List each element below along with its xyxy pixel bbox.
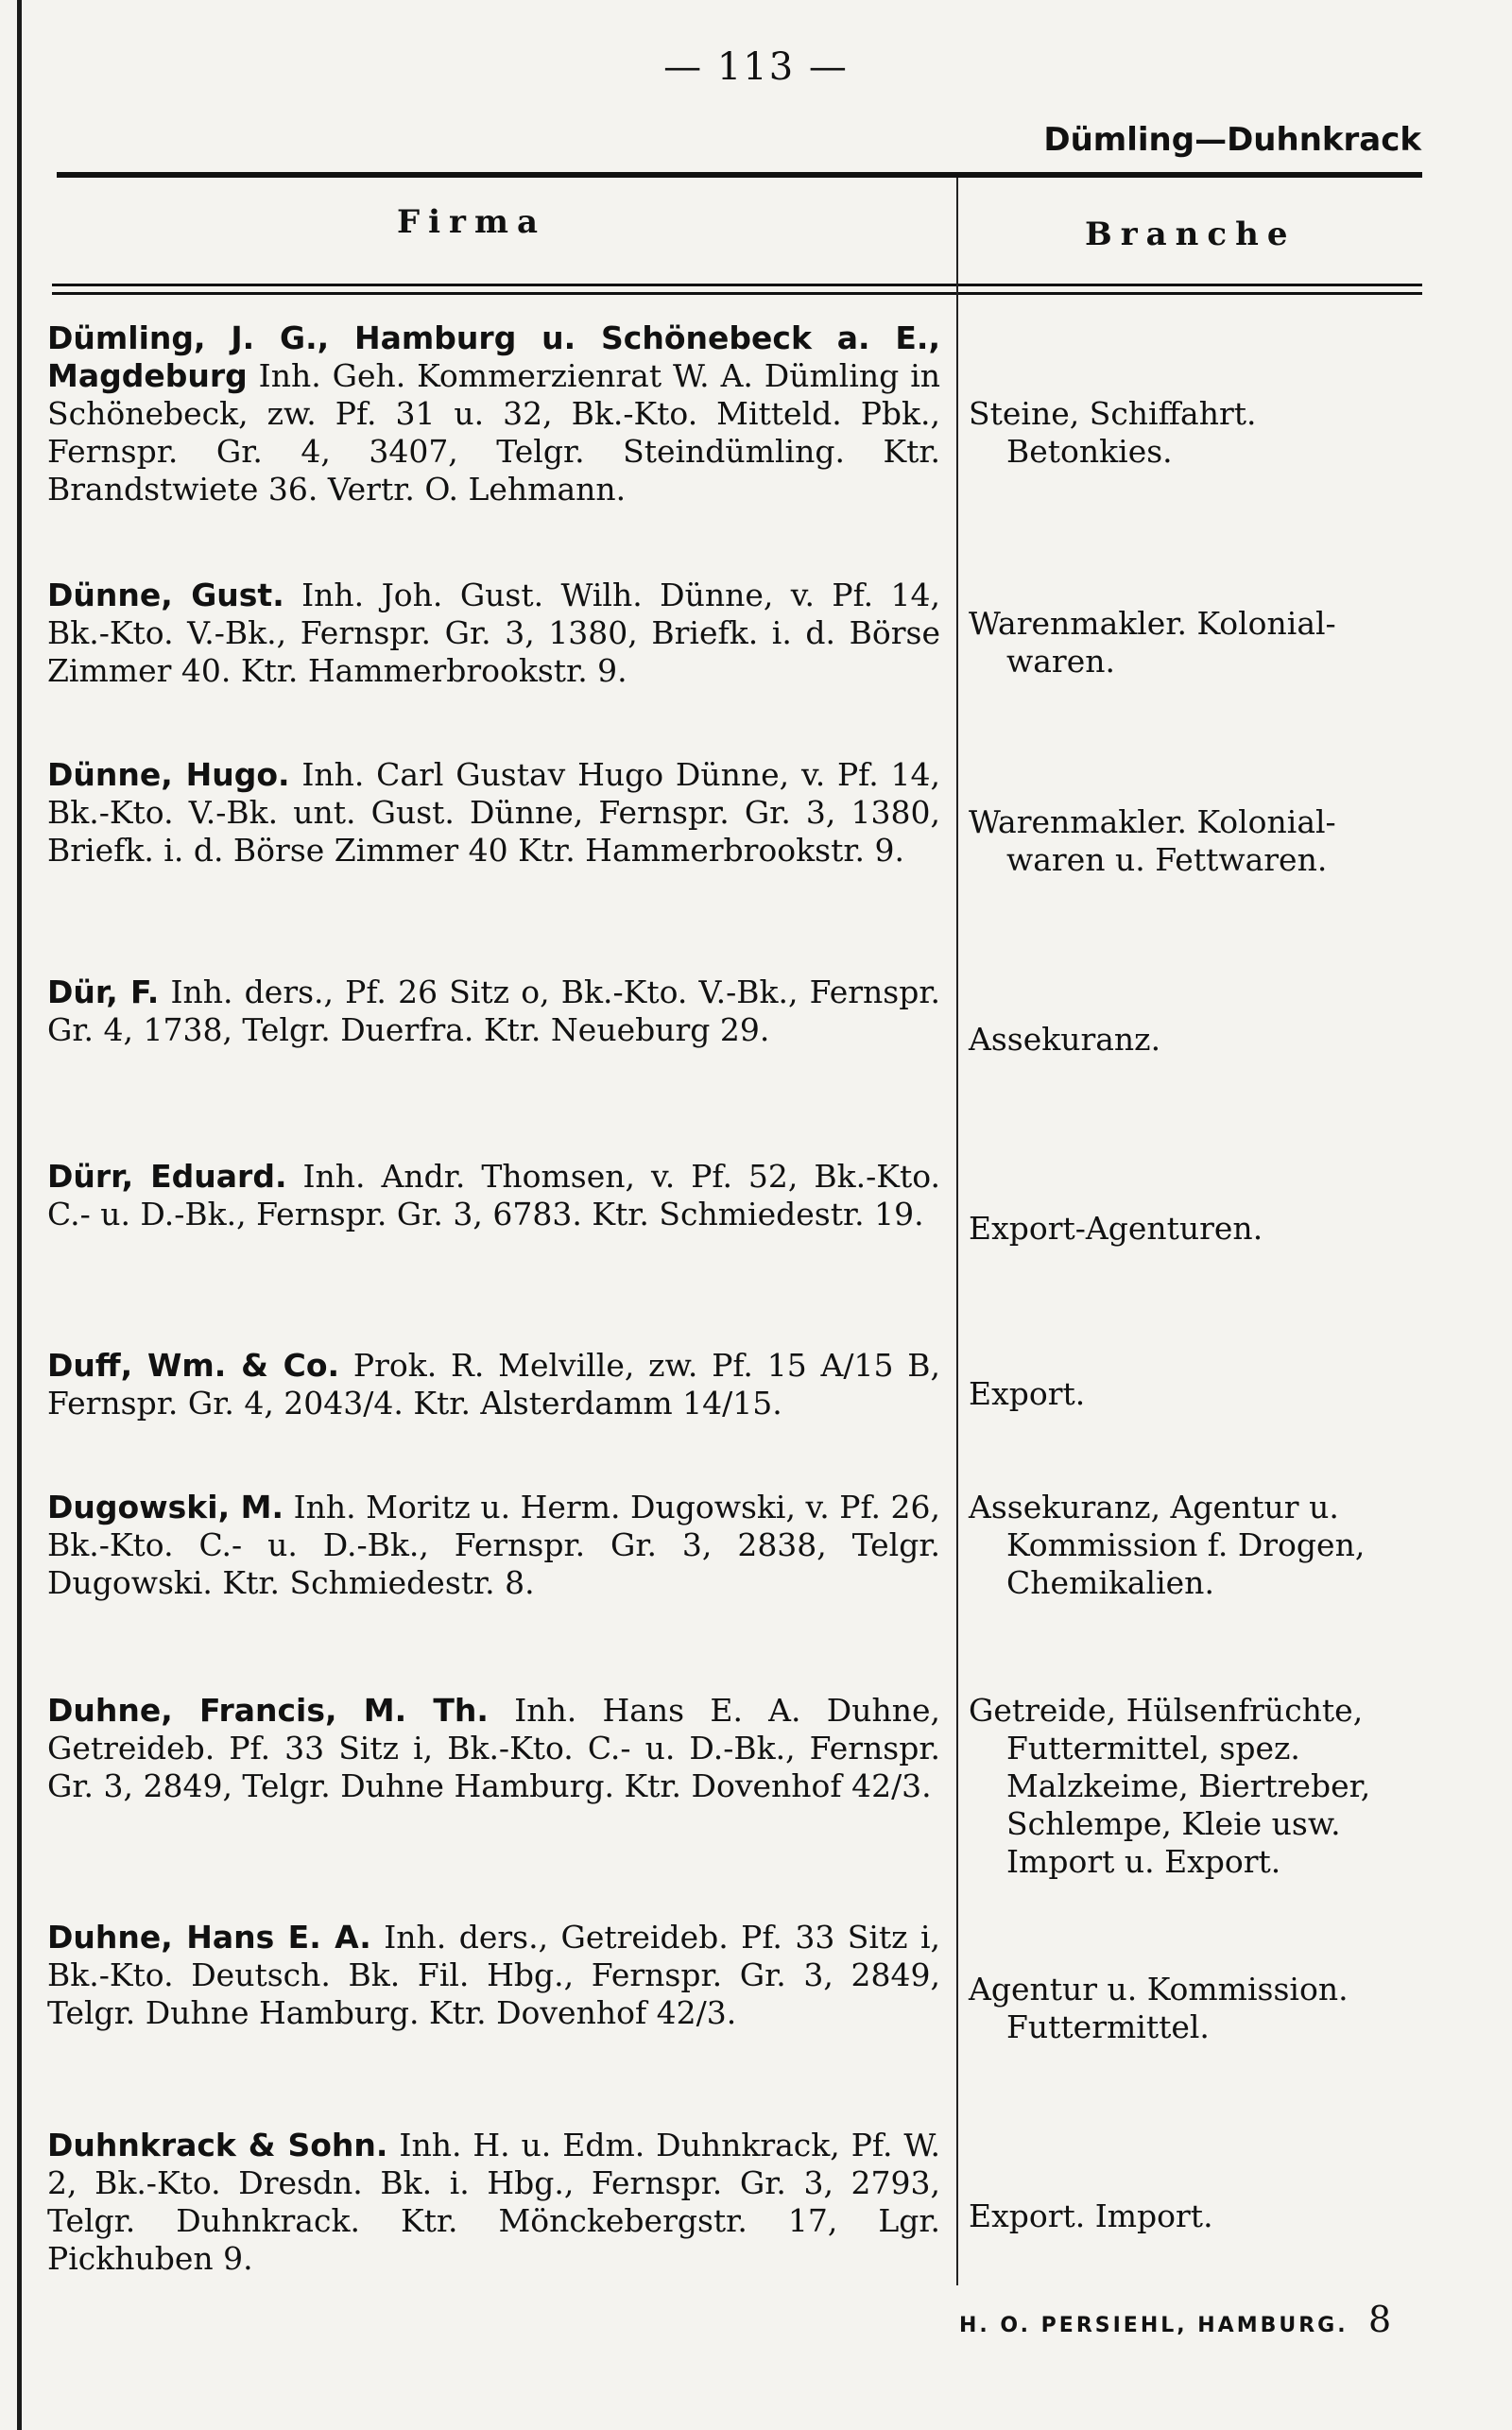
branche-cell [969, 1021, 1427, 1059]
branche-cell [969, 1692, 1427, 1881]
branche-continuation: Futtermittel, spez. Malzkeime, Biertreber, Schlempe, Kleie usw. Import u. Export. [1006, 1730, 1371, 1880]
column-divider [956, 178, 958, 2285]
firm-details: Inh. ders., Pf. 26 Sitz o, Bk.-Kto. V.-Bk., Fernspr. Gr. 4, 1738, Telgr. Duerfra. Ktr. Neueburg 29. [47, 974, 940, 1048]
firm-name: Duff, Wm. & Co. [47, 1347, 340, 1384]
firm-details: Inh. Hans E. A. Duhne, Getreideb. Pf. 33 Sitz i, Bk.-Kto. C.- u. D.-Bk., Fernspr. Gr. 3, 2849, Telgr. Duhne Hamburg. Ktr. Dovenhof 42/3. [47, 1692, 940, 1804]
page-number: — 113 — [663, 45, 849, 89]
firma-cell [47, 1347, 940, 1422]
firm-details: Inh. H. u. Edm. Duhnkrack, Pf. W. 2, Bk.-Kto. Dresdn. Bk. i. Hbg., Fernspr. Gr. 3, 2793, Telgr. Duhnkrack. Ktr. Mönckebergstr. 17, Lgr. Pickhuben 9. [47, 2127, 941, 2277]
branche-first-line: Assekuranz, Agentur u. [969, 1489, 1339, 1525]
branche-first-line: Warenmakler. Kolonial- [969, 803, 1336, 840]
column-header-branche: Branche [1085, 215, 1297, 253]
firm-name: Dünne, Gust. [47, 577, 284, 613]
branche-first-line: Export. [969, 1375, 1086, 1412]
branche-cell [969, 1489, 1427, 1602]
branche-cell [969, 1210, 1427, 1248]
branche-cell [969, 605, 1427, 681]
firma-cell [47, 1692, 940, 1805]
branche-cell [969, 395, 1427, 471]
running-head: Dümling—Duhnkrack [1043, 121, 1421, 159]
firm-details: Inh. Joh. Gust. Wilh. Dünne, v. Pf. 14, Bk.-Kto. V.-Bk., Fernspr. Gr. 3, 1380, Briefk. i. d. Börse Zimmer 40. Ktr. Hammerbrookstr. 9. [47, 577, 940, 689]
branche-first-line: Assekuranz. [969, 1021, 1161, 1058]
firm-name: Dürr, Eduard. [47, 1158, 287, 1195]
branche-continuation: waren u. Fettwaren. [1006, 841, 1328, 878]
branche-cell [969, 1971, 1427, 2046]
printer-imprint: H. O. PERSIEHL, HAMBURG. [959, 2314, 1349, 2337]
header-rule [57, 172, 1422, 178]
firm-name: Dümling, J. G., Hamburg u. Schönebeck a. E., Magdeburg [47, 319, 940, 394]
branche-cell [969, 2197, 1427, 2235]
branche-continuation: Futtermittel. [1006, 2008, 1210, 2045]
signature-mark: 8 [1368, 2299, 1392, 2340]
branche-cell [969, 1375, 1427, 1413]
firm-name: Dür, F. [47, 974, 160, 1010]
firma-cell [47, 319, 940, 508]
firm-details: Inh. Moritz u. Herm. Dugowski, v. Pf. 26, Bk.-Kto. C.- u. D.-Bk., Fernspr. Gr. 3, 2838, Telgr. Dugowski. Ktr. Schmiedestr. 8. [47, 1489, 940, 1601]
firm-details: Inh. Carl Gustav Hugo Dünne, v. Pf. 14, Bk.-Kto. V.-Bk. unt. Gust. Dünne, Fernspr. Gr. 3, 1380, Briefk. i. d. Börse Zimmer 40 Ktr. Hammerbrookstr. 9. [47, 756, 940, 869]
branche-first-line: Export. Import. [969, 2197, 1213, 2234]
firma-cell [47, 2127, 940, 2278]
firm-name: Duhne, Francis, M. Th. [47, 1692, 489, 1729]
firm-details: Inh. ders., Getreideb. Pf. 33 Sitz i, Bk.-Kto. Deutsch. Bk. Fil. Hbg., Fernspr. Gr. 3, 2849, Telgr. Duhne Hamburg. Ktr. Dovenhof 42/3. [47, 1919, 941, 2031]
firma-cell [47, 974, 940, 1049]
branche-first-line: Steine, Schiffahrt. [969, 395, 1257, 432]
branche-cell [969, 803, 1427, 879]
branche-first-line: Agentur u. Kommission. [969, 1971, 1349, 2008]
firm-name: Duhnkrack & Sohn. [47, 2127, 388, 2163]
firm-details: Inh. Geh. Kommerzienrat W. A. Dümling in Schönebeck, zw. Pf. 31 u. 32, Bk.-Kto. Mitteld. Pbk., Fernspr. Gr. 4, 3407, Telgr. Steindümling. Ktr. Brandstwiete 36. Vertr. O. Lehmann. [47, 357, 940, 508]
column-header-firma: Firma [397, 203, 546, 241]
branche-first-line: Getreide, Hülsenfrüchte, [969, 1692, 1364, 1729]
branche-continuation: Betonkies. [1006, 433, 1173, 470]
branche-first-line: Export-Agenturen. [969, 1210, 1263, 1247]
firma-cell [47, 1489, 940, 1602]
firm-details: Inh. Andr. Thomsen, v. Pf. 52, Bk.-Kto. C.- u. D.-Bk., Fernspr. Gr. 3, 6783. Ktr. Schmiedestr. 19. [47, 1158, 940, 1232]
firma-cell [47, 1919, 940, 2032]
branche-first-line: Warenmakler. Kolonial- [969, 605, 1336, 642]
page-edge-rule [17, 0, 22, 2430]
firm-details: Prok. R. Melville, zw. Pf. 15 A/15 B, Fernspr. Gr. 4, 2043/4. Ktr. Alsterdamm 14/15. [47, 1347, 940, 1422]
firm-name: Dugowski, M. [47, 1489, 284, 1525]
firm-name: Dünne, Hugo. [47, 756, 290, 793]
branche-continuation: Kommission f. Drogen, Chemikalien. [1006, 1526, 1366, 1601]
firma-cell [47, 1158, 940, 1233]
firma-cell [47, 756, 940, 870]
column-header-rule [52, 284, 1422, 295]
firma-cell [47, 577, 940, 690]
firm-name: Duhne, Hans E. A. [47, 1919, 371, 1956]
branche-continuation: waren. [1006, 643, 1115, 680]
